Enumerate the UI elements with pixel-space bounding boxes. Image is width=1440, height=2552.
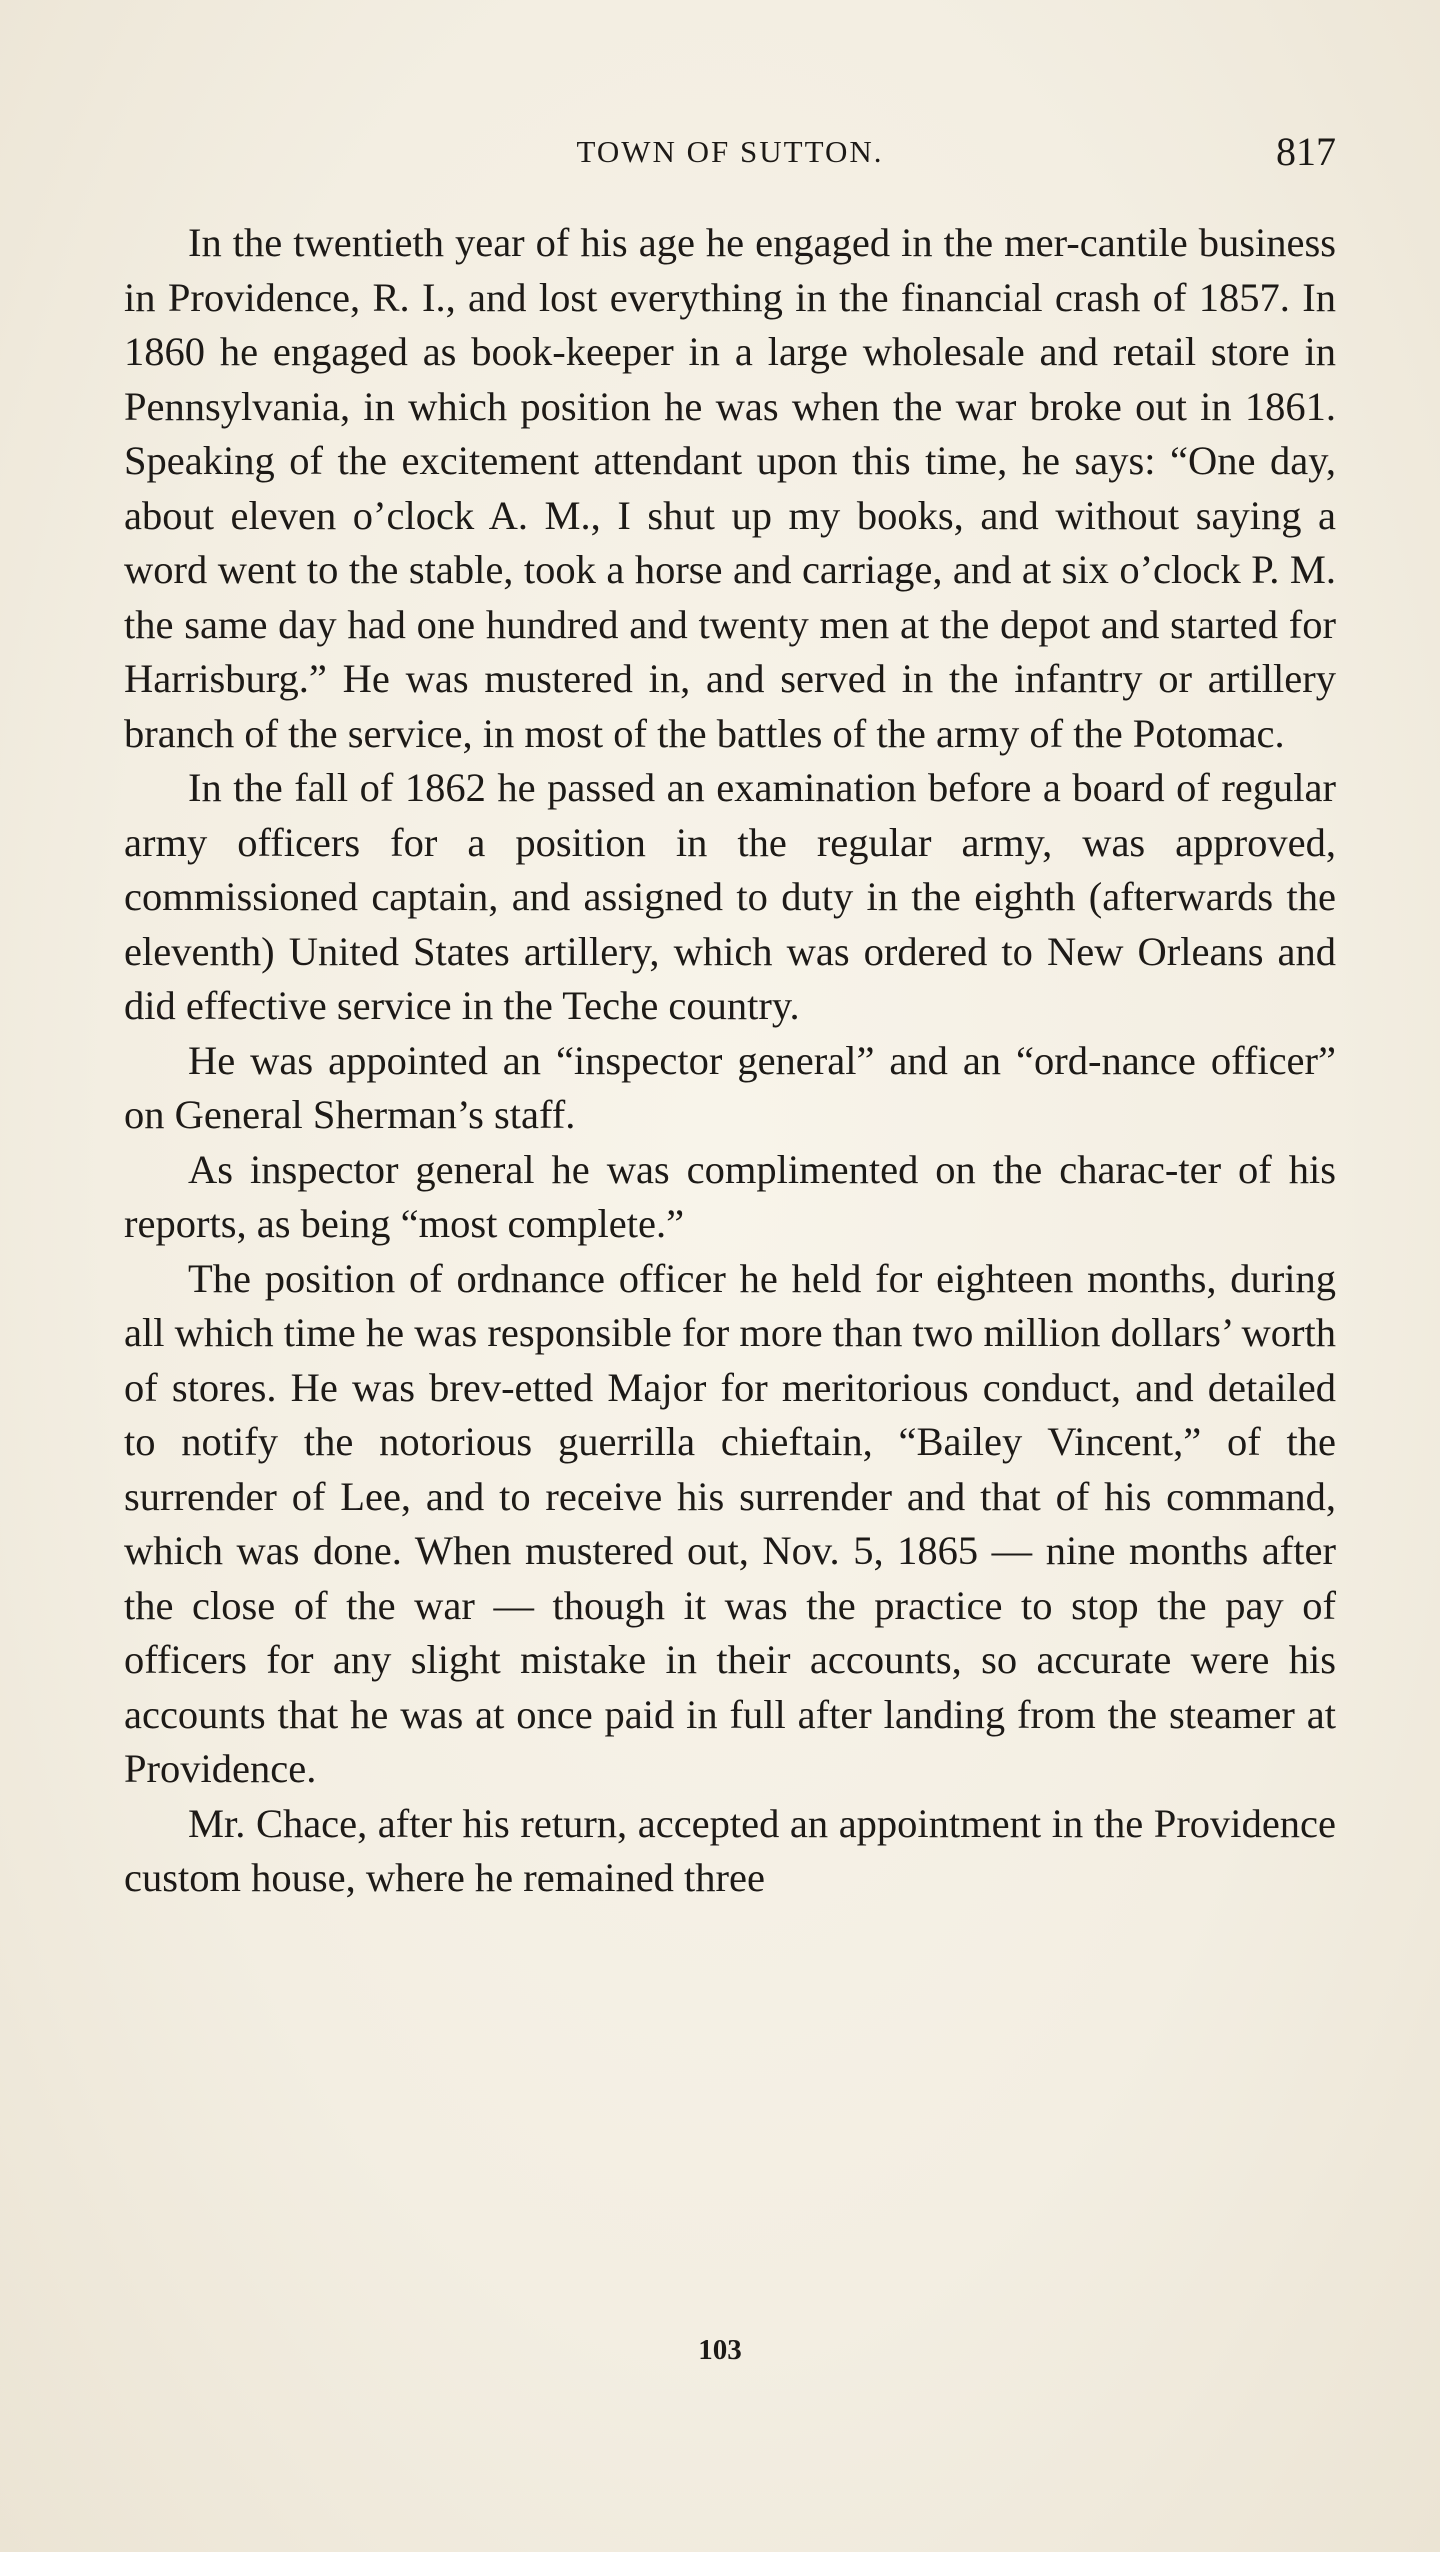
paragraph: In the fall of 1862 he passed an examination before a board of regular army officers for a position in the regular army, was approved, commissioned captain, and assigned to duty in the eighth (afterwards the eleventh) United States artillery, which was ordered to New Orleans and did effective service in the Teche country. bbox=[124, 765, 1336, 1028]
body-text bbox=[124, 216, 1336, 1906]
page-number: 817 bbox=[1276, 129, 1336, 174]
signature-mark: 103 bbox=[698, 2334, 742, 2366]
paragraph: The position of ordnance officer he held for eighteen months, during all which time he was responsible for more than two million dollars’ worth of stores. He was brev-etted Major for meritorious conduct, and detailed to notify the notorious guerrilla chieftain, “Bailey Vincent,” of the surrender of Lee, and to receive his surrender and that of his command, which was done. When mustered out, Nov. 5, 1865 — nine months after the close of the war — though it was the practice to stop the pay of officers for any slight mistake in their accounts, so accurate were his accounts that he was at once paid in full after landing from the steamer at Providence. bbox=[124, 1255, 1336, 1791]
running-title: TOWN OF SUTTON. bbox=[576, 134, 884, 169]
paragraph: In the twentieth year of his age he engaged in the mer-cantile business in Providence, R. I., and lost everything in the financial crash of 1857. In 1860 he engaged as book-keeper in a large wholesale and retail store in Pennsylvania, in which position he was when the war broke out in 1861. Speaking of the excitement attendant upon this time, he says: “One day, about eleven o’clock A. M., I shut up my books, and without saying a word went to the stable, took a horse and carriage, and at six o’clock P. M. the same day had one hundred and twenty men at the depot and started for Harrisburg.” He was mustered in, and served in the infantry or artillery branch of the service, in most of the battles of the army of the Potomac. bbox=[124, 220, 1336, 756]
paragraph: As inspector general he was complimented on the charac-ter of his reports, as being “most complete.” bbox=[124, 1146, 1336, 1246]
paragraph: Mr. Chace, after his return, accepted an appointment in the Providence custom house, where he remained three bbox=[124, 1800, 1336, 1900]
paragraph: He was appointed an “inspector general” and an “ord-nance officer” on General Sherman’s staff. bbox=[124, 1037, 1336, 1137]
running-head bbox=[124, 128, 1336, 178]
